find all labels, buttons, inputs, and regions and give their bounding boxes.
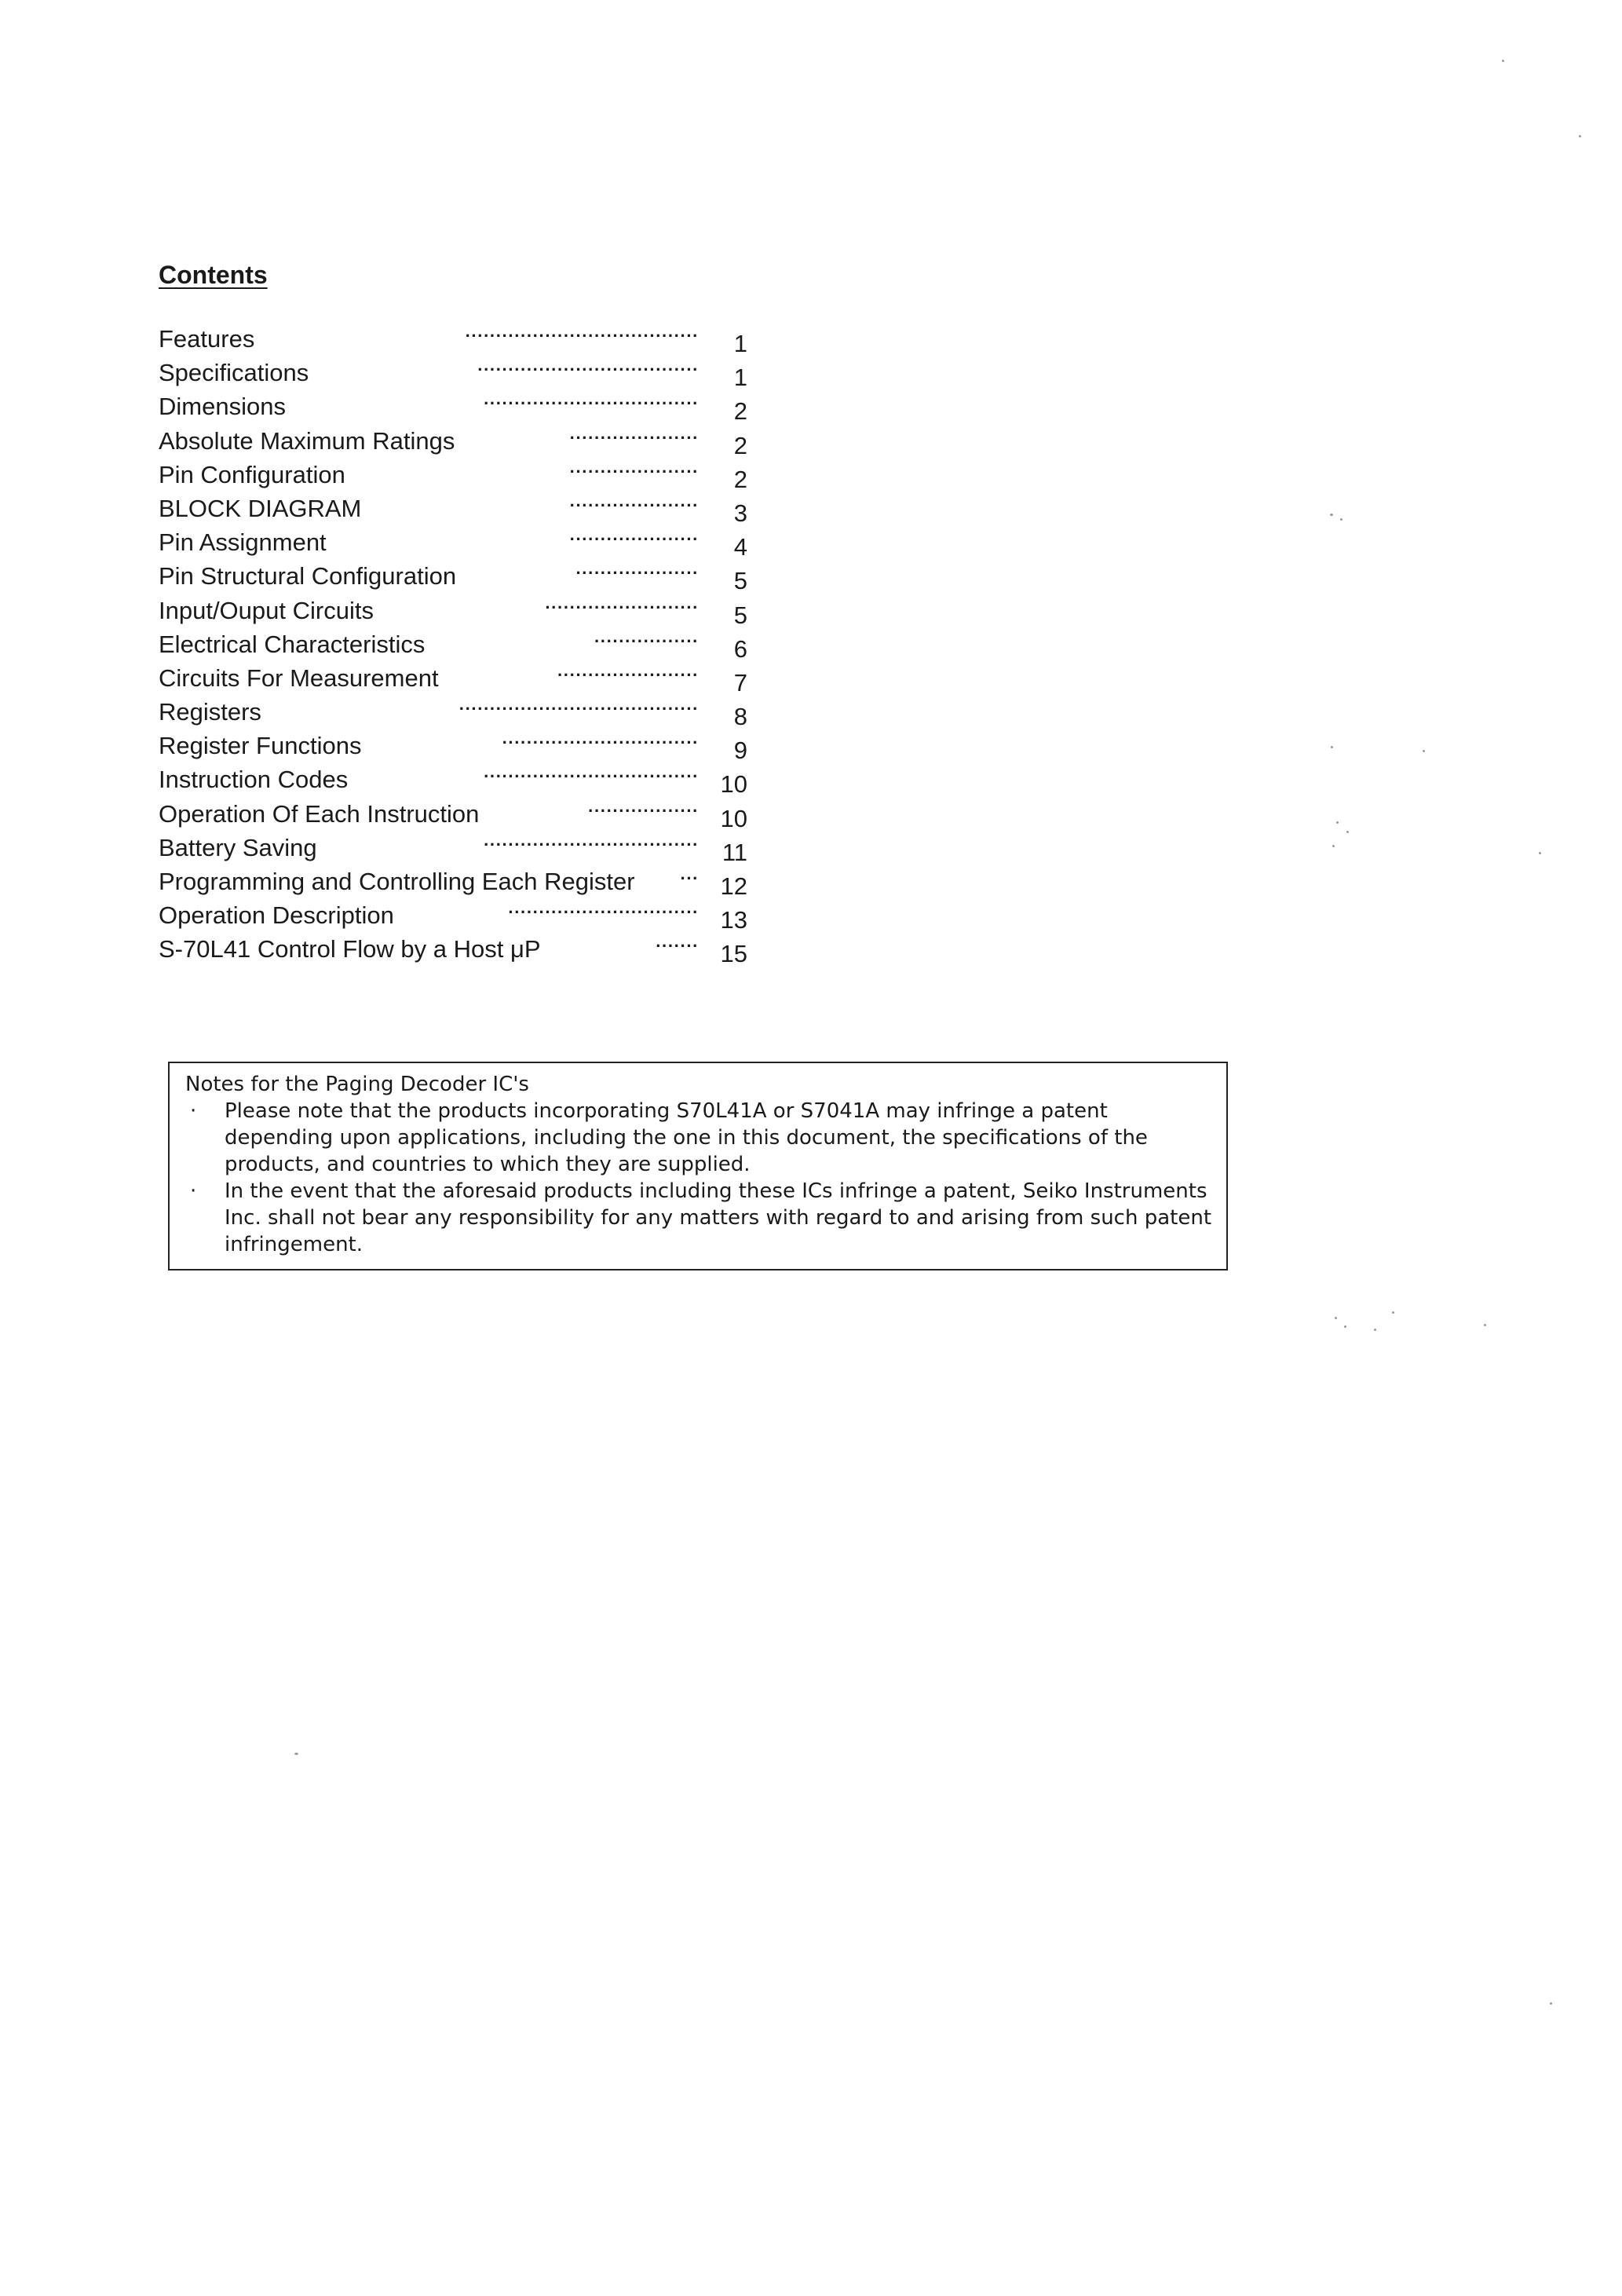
notes-item-text: Please note that the products incorporating S70L41A or S7041A may infringe a patent depending upon applications, including the one in this document, the specifications of the products, and countries to which they are supplied. bbox=[225, 1099, 1148, 1176]
toc-leader-dots: ····················· bbox=[569, 495, 699, 515]
toc-leader-dots: ································ bbox=[502, 733, 699, 753]
toc-leader-dots: ···································· bbox=[477, 360, 699, 380]
toc-entry[interactable] bbox=[159, 594, 747, 627]
toc-leader-dots: ······· bbox=[656, 936, 699, 956]
scan-speck bbox=[1330, 514, 1333, 516]
scan-speck bbox=[1423, 750, 1425, 752]
toc-entry-title: Specifications bbox=[159, 359, 309, 387]
scan-speck bbox=[1392, 1311, 1394, 1314]
toc-entry-page: 2 bbox=[733, 465, 747, 493]
scan-speck bbox=[1335, 1317, 1337, 1319]
toc-leader-dots: ··································· bbox=[484, 393, 699, 414]
toc-entry[interactable] bbox=[159, 559, 747, 593]
toc-leader-dots: ······································· bbox=[458, 699, 699, 719]
notes-title: Notes for the Paging Decoder IC's bbox=[185, 1073, 529, 1096]
scan-speck bbox=[294, 1753, 298, 1755]
toc-leader-dots: ··································· bbox=[484, 834, 699, 854]
toc-leader-dots: ······················· bbox=[557, 664, 699, 685]
toc-entry-title: BLOCK DIAGRAM bbox=[159, 494, 362, 522]
toc-entry[interactable] bbox=[159, 729, 747, 765]
toc-entry-page: 4 bbox=[733, 533, 747, 561]
toc-entry-title: S-70L41 Control Flow by a Host μP bbox=[159, 935, 541, 963]
scan-speck bbox=[1332, 845, 1335, 847]
toc-entry-title: Pin Structural Configuration bbox=[159, 562, 457, 590]
toc-leader-dots: ···················· bbox=[575, 563, 699, 583]
toc-entry[interactable] bbox=[159, 762, 747, 799]
scan-speck bbox=[1484, 1324, 1486, 1326]
toc-entry[interactable] bbox=[159, 458, 747, 492]
toc-entry-page: 10 bbox=[720, 804, 747, 832]
bullet-icon: · bbox=[190, 1179, 197, 1203]
toc-leader-dots: ················· bbox=[594, 631, 699, 651]
toc-entry-title: Pin Assignment bbox=[159, 528, 327, 557]
patent-notes-box bbox=[168, 1062, 1228, 1270]
scan-speck bbox=[1502, 60, 1504, 62]
toc-entry-page: 8 bbox=[733, 703, 747, 731]
toc-entry-page: 3 bbox=[733, 499, 747, 527]
toc-leader-dots: ····················· bbox=[569, 529, 699, 550]
toc-entry-page: 13 bbox=[720, 906, 747, 934]
notes-item bbox=[185, 1178, 1215, 1258]
toc-entry-title: Absolute Maximum Ratings bbox=[159, 426, 455, 455]
toc-entry[interactable] bbox=[159, 898, 747, 932]
notes-item-text: In the event that the aforesaid products including these ICs infringe a patent, Seiko Instruments Inc. shall not bear any responsibility for any matters with regard to and arising from such patent infringement. bbox=[225, 1179, 1212, 1256]
toc-entry[interactable] bbox=[159, 389, 747, 426]
toc-entry-title: Programming and Controlling Each Register bbox=[159, 868, 635, 895]
toc-entry-title: Features bbox=[159, 325, 255, 353]
toc-entry-title: Dimensions bbox=[159, 393, 286, 421]
toc-entry[interactable] bbox=[159, 424, 747, 458]
toc-entry[interactable] bbox=[159, 831, 747, 865]
toc-entry-page: 1 bbox=[733, 364, 747, 392]
toc-entry-title: Battery Saving bbox=[159, 833, 317, 861]
toc-entry-page: 15 bbox=[720, 940, 747, 968]
toc-entry-page: 9 bbox=[733, 737, 747, 765]
toc-entry-page: 2 bbox=[733, 431, 747, 459]
toc-entry-page: 12 bbox=[720, 872, 747, 900]
scan-speck bbox=[1539, 852, 1541, 854]
toc-entry-title: Operation Of Each Instruction bbox=[159, 799, 480, 828]
toc-entry-title: Instruction Codes bbox=[159, 766, 349, 794]
toc-entry-page: 5 bbox=[733, 601, 747, 629]
contents-heading: Contents bbox=[159, 261, 268, 289]
toc-leader-dots: ····················· bbox=[569, 461, 699, 481]
toc-entry[interactable] bbox=[159, 661, 747, 695]
toc-entry[interactable] bbox=[159, 525, 747, 559]
toc-leader-dots: ························· bbox=[545, 597, 699, 617]
toc-entry[interactable] bbox=[159, 492, 747, 525]
toc-entry-page: 10 bbox=[720, 770, 747, 799]
toc-entry-title: Circuits For Measurement bbox=[159, 664, 439, 692]
toc-entry-title: Electrical Characteristics bbox=[159, 630, 426, 658]
toc-entry[interactable] bbox=[159, 797, 747, 831]
notes-item bbox=[185, 1098, 1215, 1178]
scan-speck bbox=[1579, 135, 1581, 137]
toc-leader-dots: ······························· bbox=[508, 902, 699, 923]
toc-entry-title: Register Functions bbox=[159, 732, 362, 760]
toc-entry-title: Input/Ouput Circuits bbox=[159, 596, 374, 624]
notes-list bbox=[185, 1098, 1215, 1258]
scan-speck bbox=[1344, 1325, 1346, 1328]
table-of-contents bbox=[159, 322, 747, 967]
toc-entry[interactable] bbox=[159, 932, 747, 966]
toc-entry[interactable] bbox=[159, 865, 747, 898]
scan-speck bbox=[1331, 746, 1333, 748]
toc-entry[interactable] bbox=[159, 356, 747, 392]
toc-entry-page: 5 bbox=[733, 567, 747, 595]
toc-leader-dots: ··· bbox=[680, 868, 699, 888]
toc-leader-dots: ····················· bbox=[569, 427, 699, 448]
scan-speck bbox=[1346, 831, 1349, 833]
scan-speck bbox=[1550, 2002, 1552, 2005]
toc-entry[interactable] bbox=[159, 695, 747, 729]
toc-entry-title: Pin Configuration bbox=[159, 460, 345, 488]
toc-entry[interactable] bbox=[159, 627, 747, 661]
toc-leader-dots: ··································· bbox=[484, 766, 699, 787]
toc-entry-title: Registers bbox=[159, 698, 261, 726]
bullet-icon: · bbox=[190, 1099, 197, 1123]
scan-speck bbox=[1374, 1329, 1376, 1331]
toc-entry-page: 6 bbox=[733, 634, 747, 663]
toc-entry-page: 7 bbox=[733, 668, 747, 696]
toc-entry-title: Operation Description bbox=[159, 901, 394, 930]
toc-leader-dots: ·················· bbox=[588, 800, 699, 821]
toc-entry-page: 2 bbox=[733, 397, 747, 426]
toc-leader-dots: ······································ bbox=[465, 326, 699, 345]
scan-speck bbox=[1340, 518, 1343, 521]
toc-entry[interactable] bbox=[159, 322, 747, 356]
toc-entry-page: 11 bbox=[721, 838, 747, 866]
toc-entry-page: 1 bbox=[733, 330, 747, 357]
scan-speck bbox=[1336, 821, 1339, 824]
